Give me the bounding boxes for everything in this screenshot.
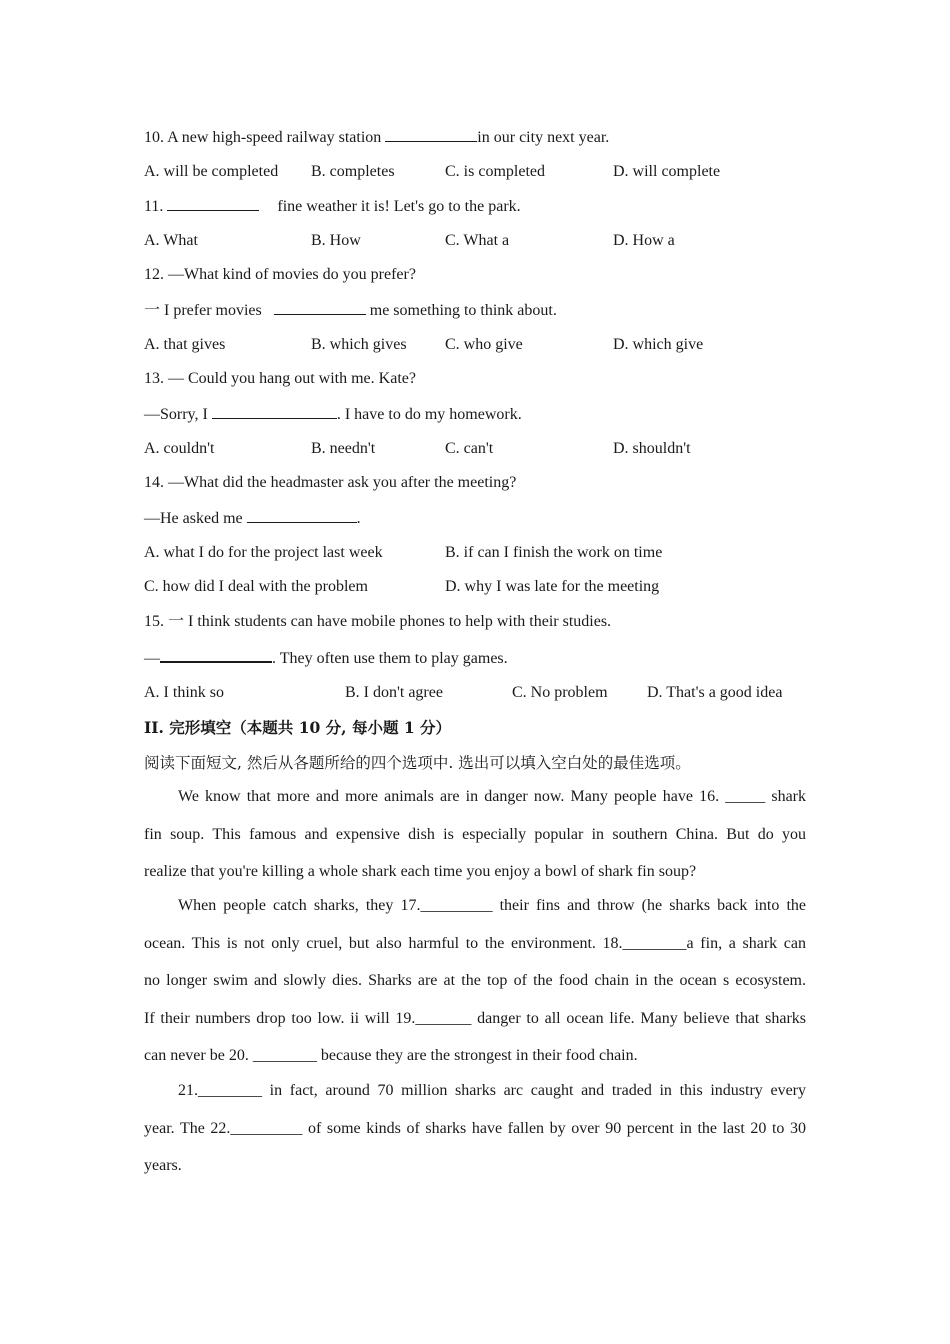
q15-option-d: D. That's a good idea <box>647 684 783 701</box>
q14-option-a: A. what I do for the project last week <box>144 544 383 561</box>
q15-option-b: B. I don't agree <box>345 684 443 701</box>
q15-line-2 <box>144 647 508 669</box>
passage-paragraph-2 <box>144 887 806 1075</box>
q11-option-c: C. What a <box>445 232 510 249</box>
q10-stem-end: in our city next year. <box>477 129 610 146</box>
q13-option-d: D. shouldn't <box>613 440 691 457</box>
q12-option-a: A. that gives <box>144 336 226 353</box>
q10-option-d: D. will complete <box>613 163 721 180</box>
q11-stem-start: 11. <box>144 198 168 215</box>
q12-line-1: 12. —What kind of movies do you prefer? <box>144 266 416 283</box>
q13-blank <box>212 404 337 419</box>
q12-line-2 <box>144 300 557 321</box>
section-2-instruction: 阅读下面短文, 然后从各题所给的四个选项中. 选出可以填入空白处的最佳选项。 <box>144 754 691 772</box>
passage-line: fin soup. This famous and expensive dish is especially popular in southern China. But do you <box>144 825 806 843</box>
q11-stem <box>144 196 521 217</box>
passage-line: When people catch sharks, they 17._________ their fins and throw (he sharks back into the <box>178 897 806 914</box>
section-2-heading: II. 完形填空（本题共 10 分, 每小题 1 分） <box>144 718 452 737</box>
q11-option-d: D. How a <box>613 232 675 249</box>
q11-option-b: B. How <box>311 232 361 249</box>
q11-stem-end: fine weather it is! Let's go to the park. <box>277 198 521 215</box>
q13-option-a: A. couldn't <box>144 440 215 457</box>
q14-option-c: C. how did I deal with the problem <box>144 578 368 595</box>
q13-line-1: 13. — Could you hang out with me. Kate? <box>144 370 416 387</box>
passage-line: 21.________ in fact, around 70 million sharks arc caught and traded in this industry every <box>178 1082 806 1099</box>
q10-option-a: A. will be completed <box>144 163 279 180</box>
q12-line-2-start: 一 I prefer movies <box>144 302 262 319</box>
q10-stem <box>144 127 609 148</box>
passage-line: If their numbers drop too low. ii will 19._______ danger to all ocean life. Many believe that sharks <box>144 1009 806 1027</box>
q12-blank <box>274 300 366 315</box>
q13-line-2-start: —Sorry, I <box>144 406 212 423</box>
q14-line-2 <box>144 508 361 529</box>
passage-line: can never be 20. ________ because they are the strongest in their food chain. <box>144 1047 638 1064</box>
passage-line: year. The 22._________ of some kinds of sharks have fallen by over 90 percent in the last 20 to 30 <box>144 1119 806 1137</box>
q14-option-b: B. if can I finish the work on time <box>445 544 663 561</box>
q14-line-2-end: . <box>356 510 361 527</box>
q12-option-d: D. which give <box>613 336 704 353</box>
q13-option-b: B. needn't <box>311 440 376 457</box>
q13-line-2-end: . I have to do my homework. <box>336 406 522 423</box>
passage-paragraph-1 <box>144 778 806 891</box>
q11-option-a: A. What <box>144 232 198 249</box>
passage-line: We know that more and more animals are in danger now. Many people have 16. _____ shark <box>178 788 806 805</box>
passage-line: no longer swim and slowly dies. Sharks are at the top of the food chain in the ocean s ecosystem. <box>144 972 806 989</box>
q12-line-2-end: me something to think about. <box>369 302 557 319</box>
passage-line: ocean. This is not only cruel, but also harmful to the environment. 18.________a fin, a shark can <box>144 934 806 952</box>
passage-paragraph-3 <box>144 1072 806 1185</box>
q15-option-c: C. No problem <box>512 684 608 701</box>
q13-option-c: C. can't <box>445 440 494 457</box>
passage-line: years. <box>144 1157 182 1174</box>
q15-line-2-start: — <box>144 650 160 667</box>
q15-line-2-end: . They often use them to play games. <box>272 650 508 667</box>
q14-option-d: D. why I was late for the meeting <box>445 578 660 595</box>
q14-line-2-start: —He asked me <box>144 510 247 527</box>
passage-line: realize that you're killing a whole shark each time you enjoy a bowl of shark fin soup? <box>144 863 697 880</box>
q15-blank <box>160 647 272 663</box>
q14-blank <box>247 508 357 523</box>
q13-line-2 <box>144 404 522 425</box>
q14-line-1: 14. —What did the headmaster ask you after the meeting? <box>144 474 517 491</box>
q15-line-1: 15. 一 I think students can have mobile phones to help with their studies. <box>144 613 612 630</box>
q11-blank <box>167 196 259 211</box>
q10-blank <box>385 127 477 142</box>
q12-option-c: C. who give <box>445 336 523 353</box>
q10-option-b: B. completes <box>311 163 395 180</box>
q10-stem-start: 10. A new high-speed railway station <box>144 129 386 146</box>
q15-option-a: A. I think so <box>144 684 224 701</box>
q10-option-c: C. is completed <box>445 163 545 180</box>
q12-option-b: B. which gives <box>311 336 407 353</box>
